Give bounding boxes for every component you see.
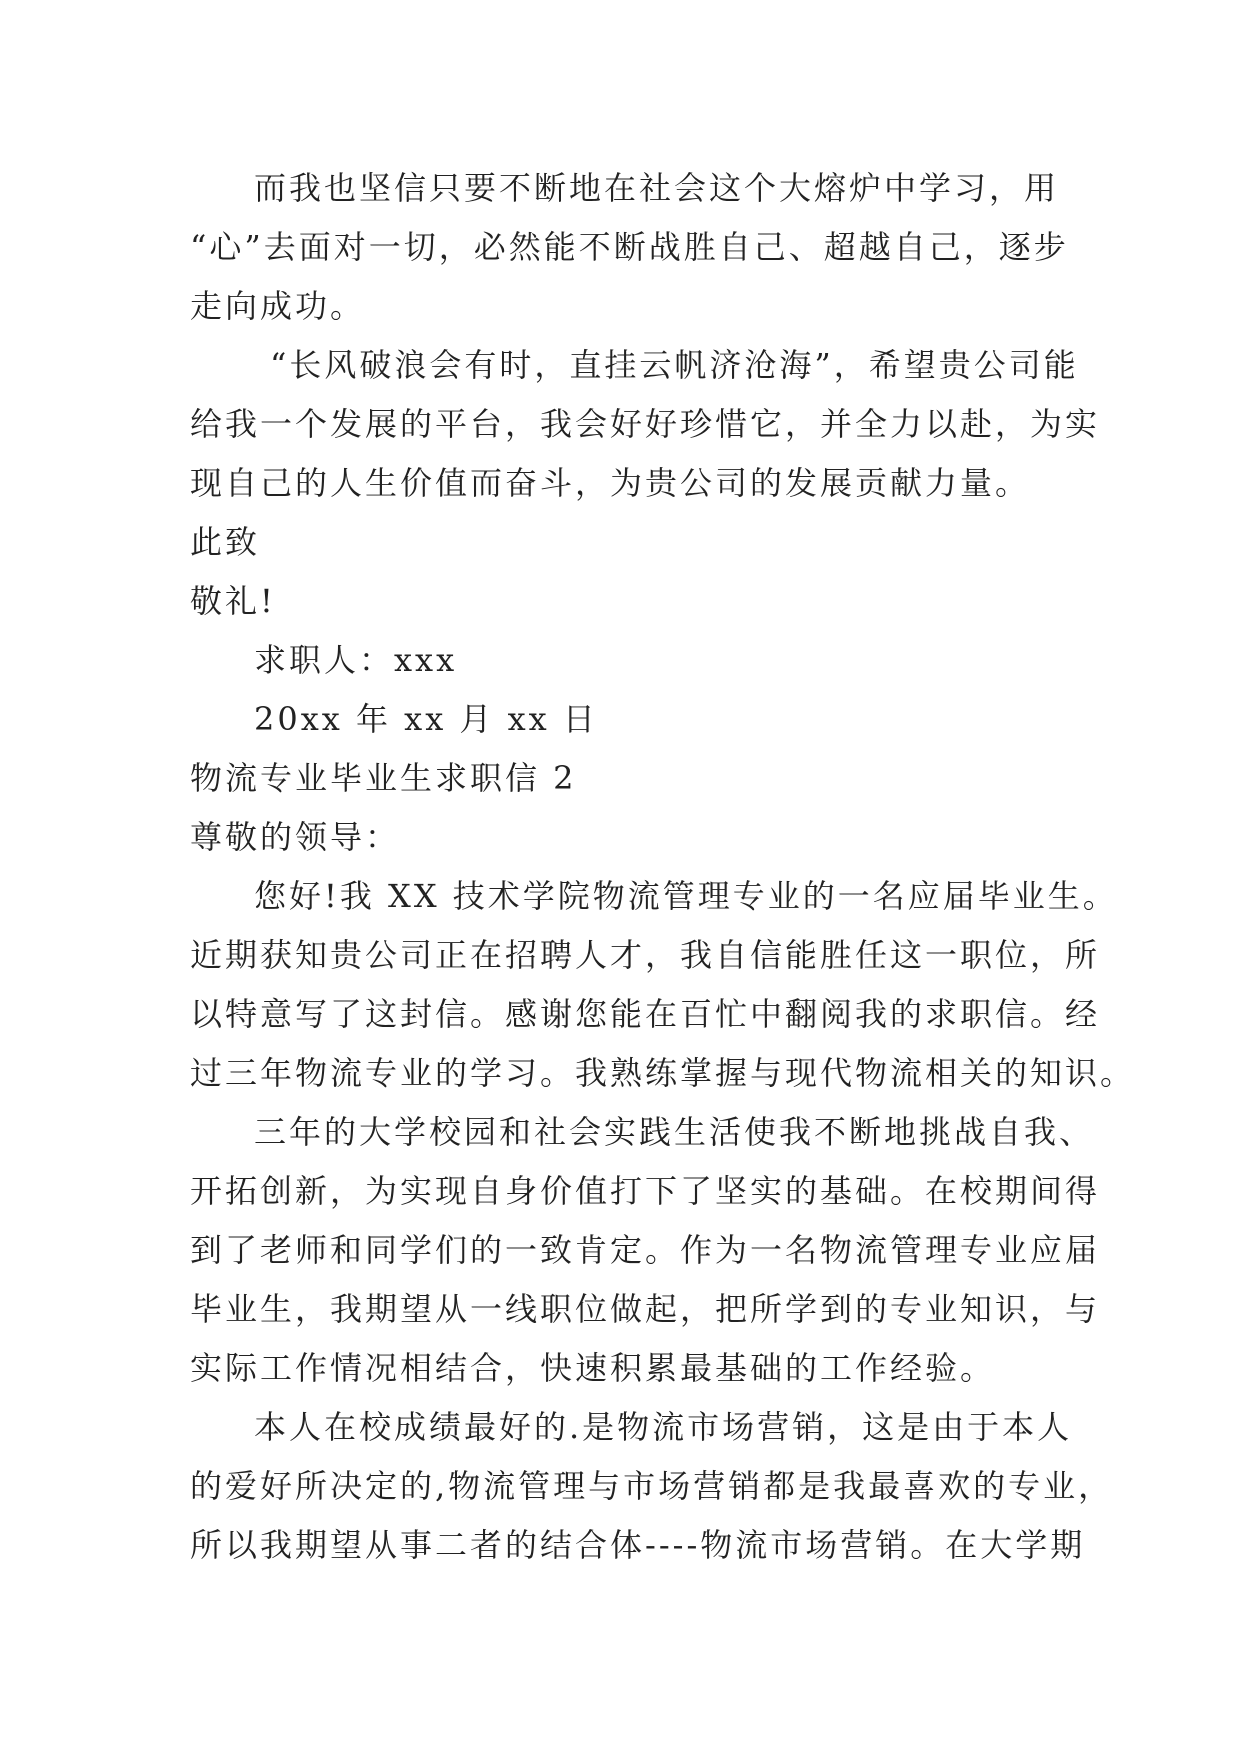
letter-body <box>190 159 1136 1575</box>
paragraph-line: 的爱好所决定的,物流管理与市场营销都是我最喜欢的专业， <box>190 1467 1114 1505</box>
paragraph-line: 走向成功。 <box>190 287 366 325</box>
paragraph-line: 开拓创新，为实现自身价值打下了坚实的基础。在校期间得 <box>190 1172 1101 1210</box>
paragraph-line: 本人在校成绩最好的.是物流市场营销，这是由于本人 <box>254 1408 1073 1446</box>
paragraph-line: 毕业生，我期望从一线职位做起，把所学到的专业知识，与 <box>190 1290 1101 1328</box>
paragraph-line: 给我一个发展的平台，我会好好珍惜它，并全力以赴，为实 <box>190 405 1101 443</box>
letter-greeting: 尊敬的领导： <box>190 818 401 856</box>
paragraph-line: “心”去面对一切，必然能不断战胜自己、超越自己，逐步 <box>190 228 1069 266</box>
closing-line: 此致 <box>190 523 261 561</box>
paragraph-line: 实际工作情况相结合，快速积累最基础的工作经验。 <box>190 1349 996 1387</box>
paragraph-line: 现自己的人生价值而奋斗，为贵公司的发展贡献力量。 <box>190 464 1031 502</box>
applicant-name: 求职人：xxx <box>254 641 458 679</box>
paragraph-line: 您好!我 XX 技术学院物流管理专业的一名应届毕业生。 <box>254 877 1118 915</box>
paragraph-line: 所以我期望从事二者的结合体----物流市场营销。在大学期 <box>190 1526 1086 1564</box>
section-title: 物流专业毕业生求职信 2 <box>190 759 577 797</box>
letter-date: 20xx 年 xx 月 xx 日 <box>254 700 598 738</box>
paragraph-line: 三年的大学校园和社会实践生活使我不断地挑战自我、 <box>254 1113 1095 1151</box>
paragraph-line: 过三年物流专业的学习。我熟练掌握与现代物流相关的知识。 <box>190 1054 1136 1092</box>
paragraph-line: “长风破浪会有时，直挂云帆济沧海”，希望贵公司能 <box>270 346 1079 384</box>
paragraph-line: 以特意写了这封信。感谢您能在百忙中翻阅我的求职信。经 <box>190 995 1101 1033</box>
paragraph-line: 到了老师和同学们的一致肯定。作为一名物流管理专业应届 <box>190 1231 1101 1269</box>
paragraph-line: 而我也坚信只要不断地在社会这个大熔炉中学习，用 <box>254 169 1060 207</box>
salutation-closing: 敬礼! <box>190 582 276 620</box>
paragraph-line: 近期获知贵公司正在招聘人才，我自信能胜任这一职位，所 <box>190 936 1101 974</box>
